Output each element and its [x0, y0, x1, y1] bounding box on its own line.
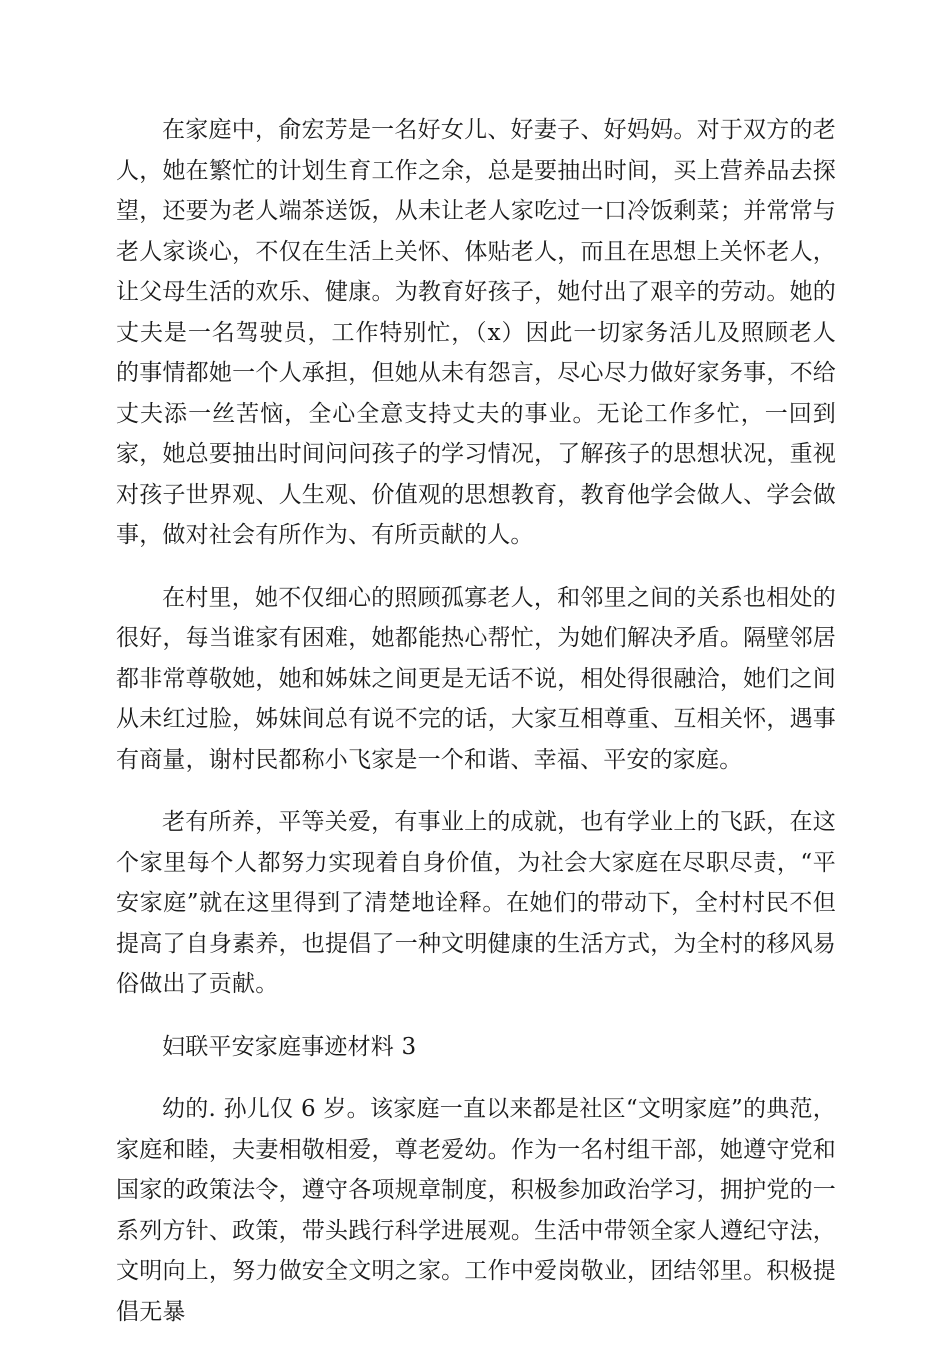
- paragraph-family: 在家庭中，俞宏芳是一名好女儿、好妻子、好妈妈。对于双方的老人，她在繁忙的计划生育工作之余，总是要抽出时间，买上营养品去探望，还要为老人端茶送饭，从未让老人家吃过一口冷饭剩菜；并常常与老人家谈心，不仅在生活上关怀、体贴老人，而且在思想上关怀老人，让父母生活的欢乐、健康。为教育好孩子，她付出了艰辛的劳动。她的丈夫是一名驾驶员，工作特别忙，（x）因此一切家务活儿及照顾老人的事情都她一个人承担，但她从未有怨言，尽心尽力做好家务事，不给丈夫添一丝苦恼，全心全意支持丈夫的事业。无论工作多忙，一回到家，她总要抽出时间问问孩子的学习情况，了解孩子的思想状况，重视对孩子世界观、人生观、价值观的思想教育，教育他学会做人、学会做事，做对社会有所作为、有所贡献的人。: [116, 117, 836, 548]
- paragraph-summary: 老有所养，平等关爱，有事业上的成就，也有学业上的飞跃，在这个家里每个人都努力实现着自身价值，为社会大家庭在尽职尽责，“平安家庭”就在这里得到了清楚地诠释。在她们的带动下，全村村民不但提高了自身素养，也提倡了一种文明健康的生活方式，为全村的移风易俗做出了贡献。: [116, 809, 836, 997]
- paragraph-section-3: 幼的. 孙儿仅 6 岁。该家庭一直以来都是社区“文明家庭”的典范，家庭和睦，夫妻相敬相爱，尊老爱幼。作为一名村组干部，她遵守党和国家的政策法令，遵守各项规章制度，积极参加政治学习，拥护党的一系列方针、政策，带头践行科学进展观。生活中带领全家人遵纪守法，文明向上，努力做安全文明之家。工作中爱岗敬业，团结邻里。积极提倡无暴: [116, 1096, 836, 1325]
- paragraph-village: 在村里，她不仅细心的照顾孤寡老人，和邻里之间的关系也相处的很好，每当谁家有困难，她都能热心帮忙，为她们解决矛盾。隔壁邻居都非常尊敬她，她和姊妹之间更是无话不说，相处得很融洽，她们之间从未红过脸，姊妹间总有说不完的话，大家互相尊重、互相关怀，遇事有商量，谢村民都称小飞家是一个和谐、幸福、平安的家庭。: [116, 584, 836, 773]
- section-heading: 妇联平安家庭事迹材料 3: [162, 1033, 417, 1060]
- document-body: [116, 110, 836, 1354]
